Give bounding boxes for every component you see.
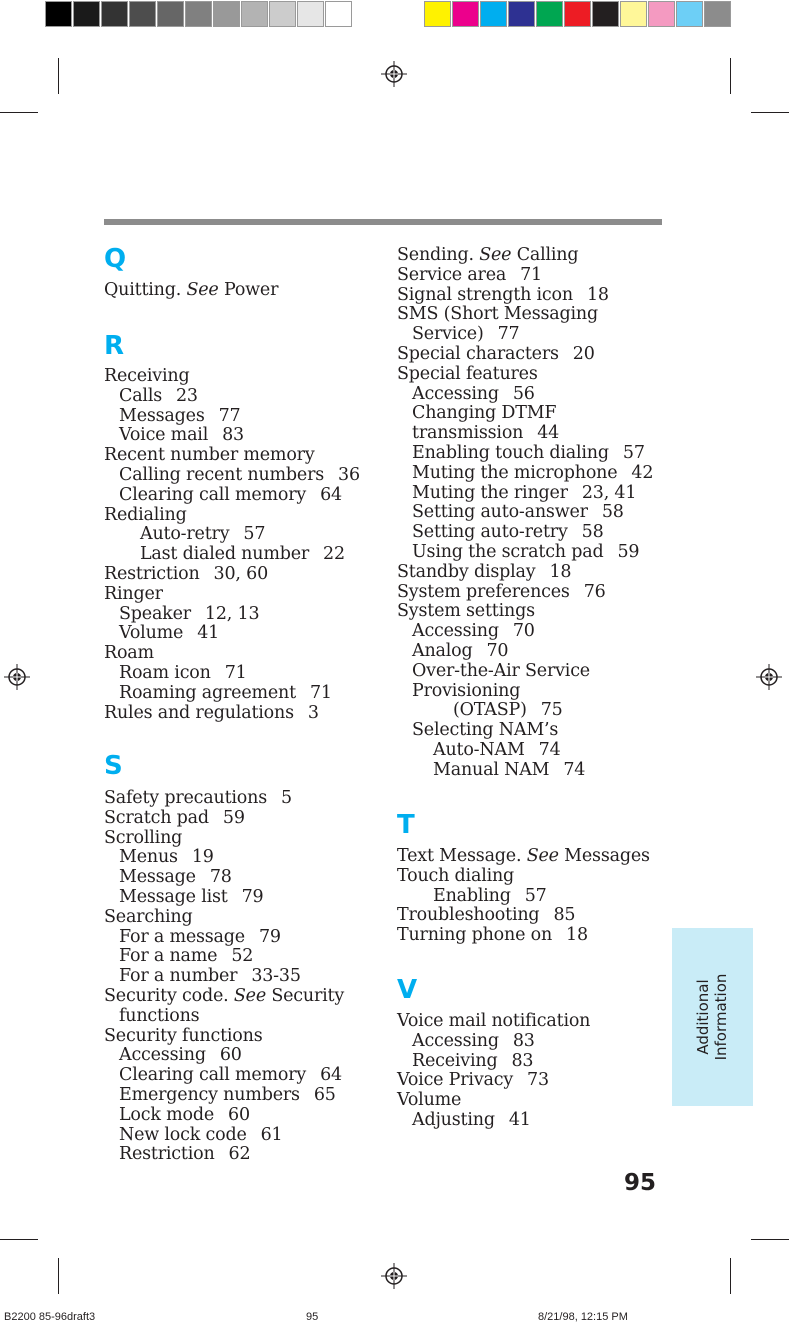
crop-mark [730,58,731,94]
index-term: Volume [119,623,184,644]
index-page-ref: 58 [581,522,604,543]
index-entry [119,966,301,986]
index-entry [412,621,535,641]
index-term: functions [119,1005,200,1026]
index-entry [397,582,606,602]
index-page-ref: 70 [486,641,509,661]
index-entry [104,445,315,465]
color-swatch [620,1,647,27]
index-term: Ringer [104,583,163,604]
color-swatch [297,1,324,27]
index-term: Special characters [397,344,559,364]
index-term: transmission [412,423,524,444]
color-swatch [648,1,675,27]
index-page-ref: 76 [583,581,606,602]
index-entry [104,907,193,927]
index-page-ref: 3 [307,702,319,723]
index-entry [119,946,253,966]
index-term: Accessing [412,383,499,404]
color-swatch [325,1,352,27]
index-term: Volume [397,1090,462,1111]
index-page-ref: 71 [224,663,247,683]
index-term: Changing DTMF [412,403,557,424]
index-entry [104,703,319,723]
see-reference: See [186,280,219,300]
index-term: Adjusting [412,1110,495,1130]
index-term: Calls [119,385,162,406]
index-page-ref: 74 [538,740,561,760]
index-page-ref: 71 [309,682,332,703]
registration-mark-icon [381,1263,407,1289]
color-swatch [480,1,507,27]
index-entry [412,681,520,701]
index-entry [119,406,241,426]
index-entry [397,1011,590,1031]
index-entry [412,483,636,503]
index-page-ref: 59 [617,542,640,562]
index-entry [119,1085,336,1105]
index-page-ref: 18 [549,561,572,582]
index-page-ref: 79 [241,887,264,907]
header-rule [104,219,662,225]
index-term: Manual NAM [433,759,550,780]
index-entry: Sending. See Calling [397,245,579,265]
index-term: For a message [119,926,245,947]
index-term: (OTASP) [453,700,527,721]
index-page-ref: 58 [601,502,624,523]
tab-line-1: Additional [694,979,712,1055]
index-term: Service area [397,264,507,285]
index-entry [412,542,639,562]
index-entry [119,465,360,485]
index-term: Receiving [104,366,190,386]
index-entry [412,661,590,681]
color-swatch [564,1,591,27]
index-term: Roaming agreement [119,682,296,703]
slug-date: 8/21/98, 12:15 PM [538,1311,628,1323]
index-entry [119,1144,250,1164]
slug-page: 95 [306,1311,319,1323]
index-page-ref: 59 [222,807,245,828]
index-term: Rules and regulations [104,702,294,723]
index-letter-heading: V [397,975,418,1005]
index-entry [119,867,232,887]
index-page-ref: 64 [320,484,342,505]
index-page-ref: 61 [260,1124,283,1145]
index-term: Clearing call memory [119,1065,307,1086]
index-term: Touch dialing [397,865,515,886]
index-entry [119,663,247,683]
process-color-bar [424,1,732,27]
color-swatch [185,1,212,27]
index-term: Receiving [412,1050,498,1071]
index-entry [119,1045,242,1065]
index-term: Message [119,867,196,888]
index-entry [119,847,214,867]
index-term: Voice mail [119,425,209,446]
index-term: Muting the ringer [412,482,568,503]
index-term: Provisioning [412,680,521,701]
index-entry [104,505,187,525]
crop-mark [730,1258,731,1294]
index-entry [104,584,163,604]
index-term: Menus [119,847,178,868]
index-letter-heading: R [104,331,125,361]
section-tab-label [694,974,730,1061]
see-reference: See [233,986,266,1006]
index-page-ref: 41 [197,623,220,644]
see-reference: See [479,245,512,265]
index-entry [397,1070,549,1090]
index-term: Enabling [433,885,511,906]
index-entry [453,700,563,720]
index-page-ref: 22 [323,544,345,565]
index-page-ref: 12, 13 [204,603,260,624]
index-term: Accessing [412,621,499,642]
color-swatch [452,1,479,27]
color-swatch [508,1,535,27]
index-term: Analog [412,641,473,661]
index-entry [412,403,556,423]
color-swatch [241,1,268,27]
index-page-ref: 70 [512,621,535,642]
index-entry [119,623,219,643]
index-entry [412,443,645,463]
index-term: Security functions [104,1025,263,1046]
index-term: Setting auto-answer [412,502,588,523]
color-swatch [157,1,184,27]
index-page-ref: 57 [622,443,645,463]
index-entry [412,641,508,661]
index-entry [397,265,542,285]
index-entry: Text Message. See Messages [397,846,650,866]
index-page-ref: 41 [508,1110,531,1130]
index-entry [412,1110,531,1130]
registration-mark-icon [756,664,782,690]
index-term: Accessing [119,1045,206,1066]
index-term: Muting the microphone [412,462,618,483]
index-entry [433,886,547,906]
index-term: Selecting NAM’s [412,720,559,741]
index-page-ref: 85 [553,905,576,926]
crop-mark [58,1258,59,1294]
index-page-ref: 44 [537,423,560,444]
index-term: Restriction [119,1144,215,1165]
index-term: Accessing [412,1030,499,1051]
color-swatch [424,1,451,27]
index-entry: Quitting. See Power [104,280,279,300]
index-term: Calling recent numbers [119,465,325,485]
index-term: Restriction [104,564,200,584]
index-entry [412,522,604,542]
index-page-ref: 56 [512,383,535,404]
crop-mark [0,1239,38,1240]
index-entry [119,485,342,505]
index-entry [119,1105,250,1125]
color-swatch [129,1,156,27]
index-page-ref: 77 [497,324,520,345]
index-term: Auto-NAM [433,740,525,760]
index-entry [412,463,653,483]
index-page-ref: 42 [631,462,654,483]
index-term: Message list [119,887,228,907]
index-term: For a name [119,946,218,967]
index-entry [104,564,268,584]
index-term: For a number [119,966,238,987]
tab-line-2: Information [712,973,730,1061]
index-term: Searching [104,906,193,927]
index-entry: Security code. See Security [104,986,345,1006]
index-entry [412,423,559,443]
index-term: Enabling touch dialing [412,443,609,463]
index-entry [119,887,263,907]
index-entry [119,425,244,445]
color-swatch [536,1,563,27]
index-term: Using the scratch pad [412,542,604,562]
index-page-ref: 19 [191,847,214,868]
index-entry [119,604,259,624]
index-page-ref: 65 [313,1085,336,1105]
index-page-ref: 75 [540,700,563,721]
index-page-ref: 77 [218,405,241,426]
registration-mark-icon [4,664,30,690]
color-swatch [101,1,128,27]
index-page-ref: 74 [563,759,586,780]
index-entry [397,344,595,364]
index-entry [104,828,182,848]
color-swatch [73,1,100,27]
color-swatch [676,1,703,27]
index-page-ref: 60 [228,1104,250,1125]
index-entry [397,364,538,384]
index-entry [412,324,519,344]
index-term: Roam icon [119,663,211,683]
index-entry [397,866,514,886]
index-page-ref: 5 [280,788,292,808]
crop-mark [751,1239,789,1240]
color-swatch [592,1,619,27]
index-page-ref: 78 [209,867,232,888]
grayscale-color-bar [45,1,353,27]
index-entry [397,1090,461,1110]
index-term: Safety precautions [104,788,267,808]
index-entry [119,1065,342,1085]
index-term: Signal strength icon [397,284,573,305]
see-reference: See [526,846,559,866]
page-number: 95 [624,1170,657,1196]
index-term: Emergency numbers [119,1085,300,1105]
index-entry [140,544,345,564]
index-page-ref: 52 [231,946,254,967]
index-page-ref: 23, 41 [581,482,637,503]
index-term: Scratch pad [104,807,209,828]
index-term: Over-the-Air Service [412,660,590,681]
index-entry [119,683,332,703]
index-term: Messages [119,405,205,426]
index-page-ref: 30, 60 [213,564,269,584]
index-page-ref: 83 [512,1030,535,1051]
index-entry [412,720,558,740]
index-entry [397,925,588,945]
index-term: Voice Privacy [397,1070,514,1091]
index-term: Recent number memory [104,445,315,466]
index-page-ref: 18 [566,925,588,946]
index-entry [412,384,535,404]
index-page-ref: 33-35 [251,966,301,987]
crop-mark [751,112,789,113]
color-swatch [269,1,296,27]
index-page-ref: 73 [527,1070,549,1091]
index-term: Last dialed number [140,544,310,565]
index-term: Special features [397,363,538,384]
index-entry [104,1026,263,1046]
index-letter-heading: Q [104,244,127,274]
index-term: Troubleshooting [397,905,540,926]
index-term: Speaker [119,603,191,624]
registration-mark-icon [381,61,407,87]
index-term: New lock code [119,1124,247,1145]
index-page-ref: 60 [219,1045,242,1066]
index-entry [433,760,585,780]
color-swatch [45,1,72,27]
index-page-ref: 57 [524,885,547,906]
index-entry [119,386,198,406]
index-term: SMS (Short Messaging [397,304,598,325]
index-entry [140,524,265,544]
index-entry [104,808,245,828]
index-entry [104,643,154,663]
index-entry [412,1031,535,1051]
index-entry [412,1051,533,1071]
index-letter-heading: T [397,810,415,840]
index-entry [119,927,281,947]
color-swatch [213,1,240,27]
index-term: Turning phone on [397,925,553,946]
index-term: Service) [412,324,484,345]
index-page-ref: 79 [258,926,281,947]
index-term: Scrolling [104,827,183,848]
index-term: System preferences [397,581,570,602]
index-page-ref: 71 [520,264,542,285]
index-term: Voice mail notification [397,1011,591,1031]
index-page-ref: 23 [176,385,198,406]
index-entry [397,285,609,305]
index-entry [397,562,571,582]
index-term: Roam [104,643,154,664]
index-term: Auto-retry [140,524,230,545]
index-entry [433,740,561,760]
index-entry [104,788,292,808]
index-letter-heading: S [104,751,123,781]
index-page-ref: 64 [320,1065,342,1086]
index-entry [119,1006,199,1026]
crop-mark [0,112,38,113]
index-term: System settings [397,601,535,622]
index-entry [412,502,624,522]
index-entry [397,304,598,324]
index-page-ref: 62 [228,1144,251,1165]
slug-file: B2200 85-96draft3 [4,1311,96,1323]
index-entry [397,601,535,621]
index-entry [104,366,189,386]
index-page-ref: 18 [586,284,609,305]
index-page-ref: 57 [243,524,266,545]
index-term: Standby display [397,561,536,582]
index-entry [119,1125,282,1145]
index-term: Redialing [104,504,187,525]
index-entry [397,905,575,925]
index-term: Clearing call memory [119,484,307,505]
index-page-ref: 83 [222,425,244,446]
index-page-ref: 36 [338,465,360,485]
color-swatch [704,1,731,27]
index-page-ref: 83 [511,1050,534,1071]
index-page-ref: 20 [572,344,595,364]
index-term: Setting auto-retry [412,522,568,543]
index-term: Lock mode [119,1104,215,1125]
crop-mark [58,58,59,94]
